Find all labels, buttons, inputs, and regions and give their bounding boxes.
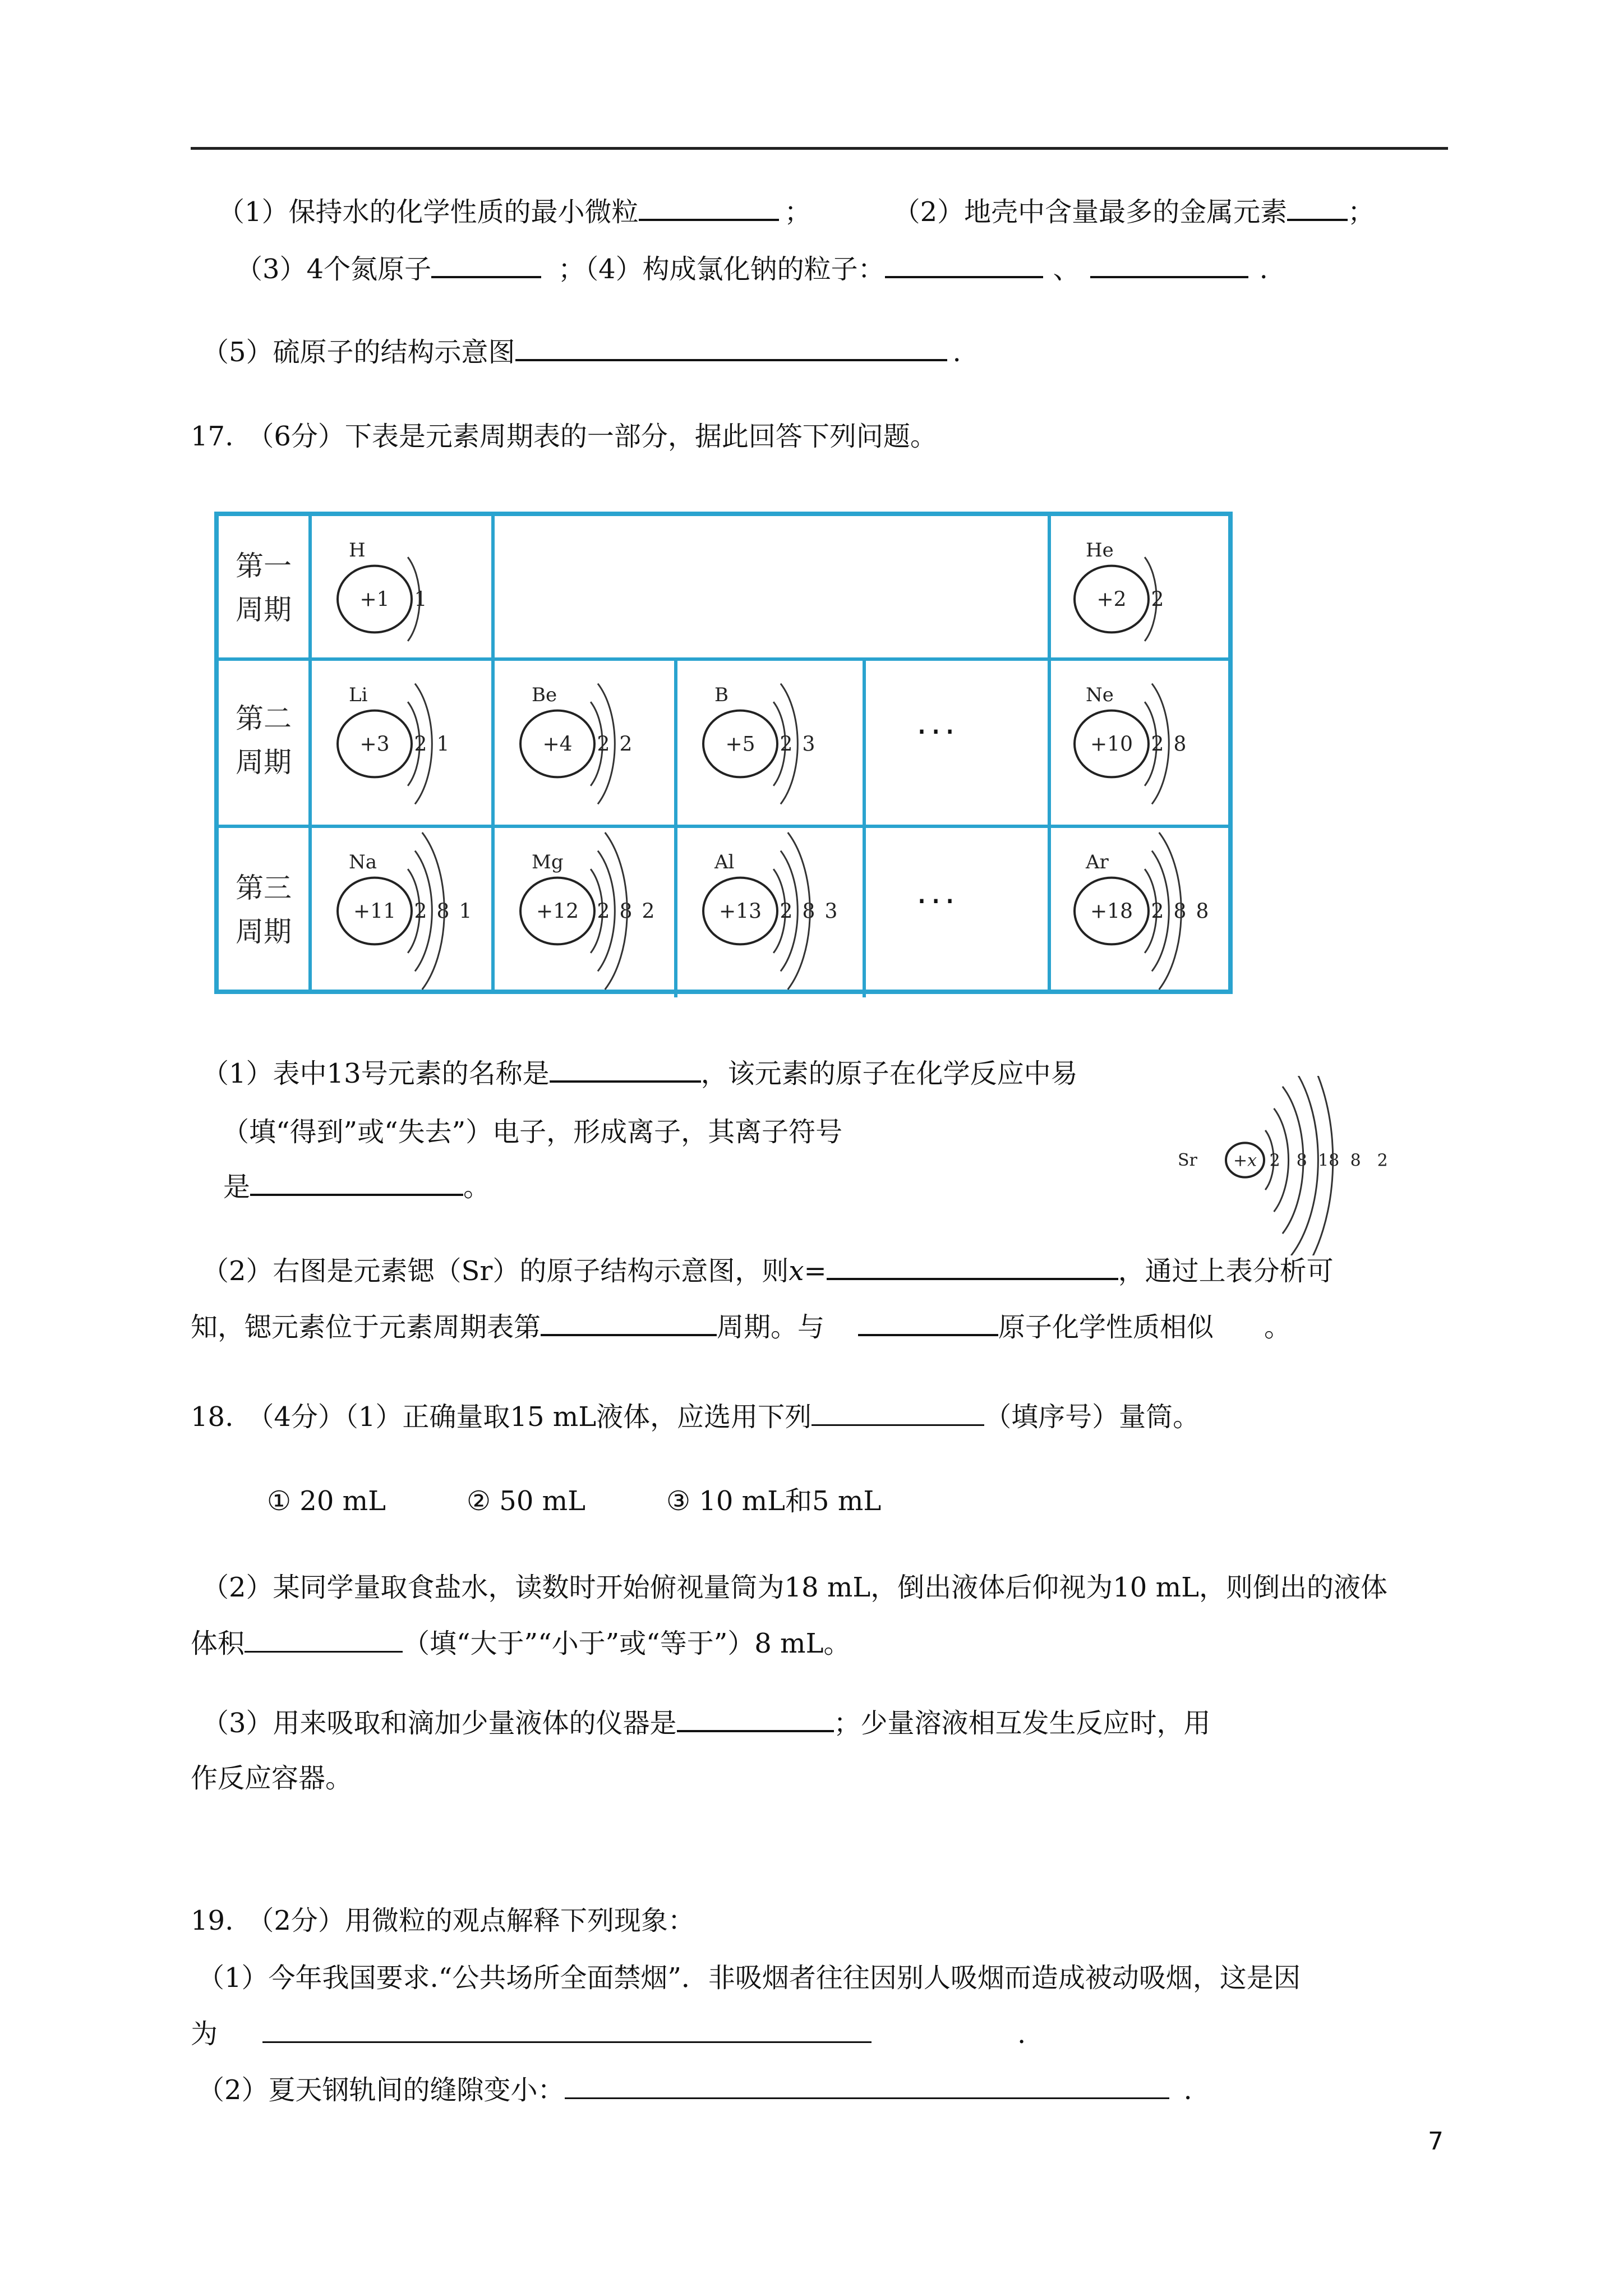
atom-diagram xyxy=(680,661,854,823)
q17-s1-line1 xyxy=(202,1057,1078,1091)
element-cell-al xyxy=(680,828,854,997)
q17-s1-end: 。 xyxy=(463,1171,491,1203)
element-symbol: Ne xyxy=(1086,684,1114,706)
nucleus-charge: +11 xyxy=(353,900,396,923)
q18-blank-instrument[interactable] xyxy=(677,1708,834,1732)
shell-electron-count: 2 xyxy=(780,900,793,923)
atom-diagram xyxy=(1051,516,1225,679)
shell-electron-count: 2 xyxy=(414,733,427,756)
q17-s1-text-b: ，该元素的原子在化学反应中易 xyxy=(700,1058,1078,1089)
q17-s2-end: 。 xyxy=(1264,1312,1292,1343)
element-symbol: Sr xyxy=(1178,1151,1197,1170)
shell-electron-count: 8 xyxy=(436,900,450,923)
q18-heading xyxy=(191,1400,1200,1434)
element-symbol: Mg xyxy=(532,851,564,873)
q16-line1 xyxy=(218,195,1375,229)
shell-electron-count: 2 xyxy=(1151,588,1164,611)
q18-s3-text-a: （3）用来吸取和滴加少量液体的仪器是 xyxy=(202,1708,677,1739)
q18-s2-line2 xyxy=(191,1627,850,1660)
q18-s2-end: （填“大于”“小于”或“等于”）8 mL。 xyxy=(403,1628,851,1659)
q16-part2-end: ； xyxy=(1348,196,1375,228)
sr-atom-diagram xyxy=(1178,1076,1413,1255)
nucleus-charge: +18 xyxy=(1090,900,1133,923)
shell-electron-count: 2 xyxy=(642,900,655,923)
shell-electron-count: 2 xyxy=(1377,1151,1388,1171)
ellipsis-period-3: ··· xyxy=(916,882,959,921)
table-col-divider xyxy=(674,657,677,997)
sr-diagram-svg xyxy=(1178,1076,1413,1255)
shell-electron-count: 2 xyxy=(619,733,633,756)
q17-s2-text-e: 原子化学性质相似 xyxy=(998,1312,1214,1343)
element-cell-ne xyxy=(1051,661,1225,830)
q16-part3-end: ； xyxy=(558,254,585,285)
q19-s1-line1: （1）今年我国要求.“公共场所全面禁烟”．非吸烟者往往因别人吸烟而造成被动吸烟，这是因 xyxy=(197,1962,1301,1994)
q17-s2-text-a: （2）右图是元素锶（Sr）的原子结构示意图，则 xyxy=(202,1255,789,1287)
q16-part5-end: . xyxy=(952,337,961,368)
nucleus-charge: +x xyxy=(1233,1151,1257,1171)
q17-s2-line1 xyxy=(202,1254,1334,1288)
q17-s2-line2 xyxy=(191,1310,1291,1344)
q17-s1-line2: （填“得到”或“失去”）电子，形成离子，其离子符号 xyxy=(222,1116,843,1148)
element-cell-b xyxy=(680,661,854,830)
element-cell-be xyxy=(497,661,671,830)
nucleus-charge: +3 xyxy=(359,733,390,756)
element-cell-na xyxy=(314,828,488,997)
q16-blank5[interactable] xyxy=(515,337,947,361)
q17-s2-text-d: 周期。与 xyxy=(717,1312,825,1343)
atom-diagram xyxy=(314,516,488,679)
q19-blank-2[interactable] xyxy=(565,2075,1169,2099)
shell-electron-count: 8 xyxy=(1173,900,1187,923)
q16-part2-text: （2）地壳中含量最多的金属元素 xyxy=(906,196,1288,228)
q16-part5-text: （5）硫原子的结构示意图 xyxy=(202,337,515,368)
shell-electron-count: 3 xyxy=(802,733,815,756)
atom-diagram xyxy=(314,828,488,991)
element-symbol: Al xyxy=(714,851,735,873)
element-cell-li xyxy=(314,661,488,830)
header-rule xyxy=(191,147,1448,150)
row-label-period-1: 第一 周期 xyxy=(236,550,292,626)
q17-blank-x-value[interactable] xyxy=(827,1255,1118,1280)
q16-blank1[interactable] xyxy=(639,196,779,221)
nucleus-charge: +2 xyxy=(1096,588,1127,611)
shell-electron-count: 8 xyxy=(1173,733,1187,756)
q18-options: ① 20 mL ② 50 mL ③ 10 mL和5 mL xyxy=(267,1485,882,1517)
q16-blank4b[interactable] xyxy=(1090,254,1248,278)
element-symbol: Ar xyxy=(1086,851,1109,873)
shell-electron-count: 1 xyxy=(414,588,427,611)
q19-s2-line xyxy=(197,2073,1192,2107)
shell-electron-count: 8 xyxy=(1350,1151,1361,1171)
element-symbol: He xyxy=(1086,539,1114,562)
shell-electron-count: 2 xyxy=(597,733,610,756)
element-cell-he xyxy=(1051,516,1225,685)
q18-s2-line1: （2）某同学量取食盐水，读数时开始俯视量筒为18 mL，倒出液体后仰视为10 mL，则倒出的液体 xyxy=(202,1572,1387,1603)
nucleus-charge: +4 xyxy=(542,733,573,756)
page-number: 7 xyxy=(1428,2127,1444,2156)
shell-electron-count: 8 xyxy=(1196,900,1209,923)
element-symbol: B xyxy=(714,684,728,706)
q17-s2-text-c: 知，锶元素位于元素周期表第 xyxy=(191,1312,541,1343)
shell-electron-count: 3 xyxy=(824,900,838,923)
shell-electron-count: 2 xyxy=(780,733,793,756)
element-symbol: Li xyxy=(349,684,368,706)
shell-electron-count: 1 xyxy=(436,733,450,756)
atom-diagram xyxy=(1051,828,1225,991)
row-label-period-3: 第三 周期 xyxy=(236,872,292,948)
q19-blank-1[interactable] xyxy=(262,2019,872,2043)
q17-s2-text-b: ，通过上表分析可 xyxy=(1118,1255,1334,1287)
element-cell-mg xyxy=(497,828,671,997)
q17-s2-eq: = xyxy=(804,1255,827,1287)
row-label-period-2: 第二 周期 xyxy=(236,702,292,779)
q16-line2 xyxy=(236,252,1268,286)
q18-head-text: 18. （4分）（1）正确量取15 mL液体，应选用下列 xyxy=(191,1401,812,1433)
q16-part4-end: . xyxy=(1259,254,1268,285)
q18-blank-volume[interactable] xyxy=(245,1628,403,1653)
atom-diagram xyxy=(497,828,671,991)
q17-blank-similar-atom[interactable] xyxy=(858,1312,998,1336)
ellipsis-period-2: ··· xyxy=(916,712,959,752)
atom-diagram xyxy=(314,661,488,823)
q18-s2-text-b: 体积 xyxy=(191,1628,245,1659)
q17-s2-x: x xyxy=(789,1255,804,1287)
q18-head-end: （填序号）量筒。 xyxy=(984,1401,1200,1433)
q16-part1-end: ； xyxy=(784,196,811,228)
shell-electron-count: 18 xyxy=(1318,1151,1340,1171)
atom-diagram xyxy=(497,661,671,823)
q18-blank-cylinder[interactable] xyxy=(811,1402,984,1426)
q18-s3-line2: 作反应容器。 xyxy=(191,1763,353,1794)
q16-line3 xyxy=(202,335,961,369)
q17-blank-element-name[interactable] xyxy=(550,1058,701,1083)
q16-part1-text: （1）保持水的化学性质的最小微粒 xyxy=(218,196,639,228)
q17-blank-period[interactable] xyxy=(541,1312,717,1336)
q17-heading: 17. （6分）下表是元素周期表的一部分，据此回答下列问题。 xyxy=(191,421,937,452)
element-cell-h xyxy=(314,516,488,685)
q17-blank-ion-symbol[interactable] xyxy=(250,1171,463,1196)
nucleus-charge: +1 xyxy=(359,588,390,611)
element-cell-ar xyxy=(1051,828,1225,997)
table-col-divider xyxy=(308,516,312,990)
table-col-divider xyxy=(491,516,495,990)
element-symbol: Be xyxy=(532,684,557,706)
q19-s2-text-a: （2）夏天钢轨间的缝隙变小： xyxy=(197,2074,565,2106)
q17-s1-text-d: 是 xyxy=(223,1171,251,1203)
q17-s1-text-a: （1）表中13号元素的名称是 xyxy=(202,1058,550,1089)
element-symbol: H xyxy=(349,539,366,562)
shell-electron-count: 8 xyxy=(802,900,815,923)
nucleus-charge: +5 xyxy=(725,733,755,756)
shell-electron-count: 2 xyxy=(414,900,427,923)
q19-s1-line2 xyxy=(191,2017,1026,2051)
shell-electron-count: 2 xyxy=(1269,1151,1280,1171)
shell-electron-count: 2 xyxy=(1151,900,1164,923)
shell-electron-count: 1 xyxy=(459,900,472,923)
atom-diagram xyxy=(680,828,854,991)
atom-diagram xyxy=(1051,661,1225,823)
q19-s1-text-b: 为 xyxy=(191,2018,218,2050)
nucleus-charge: +12 xyxy=(536,900,579,923)
table-col-divider xyxy=(863,657,866,997)
q16-part4-text: （4）构成氯化钠的粒子： xyxy=(585,254,885,285)
nucleus-charge: +10 xyxy=(1090,733,1133,756)
q19-heading: 19. （2分）用微粒的观点解释下列现象： xyxy=(191,1905,695,1936)
nucleus-charge: +13 xyxy=(719,900,762,923)
q17-s1-line3 xyxy=(223,1170,490,1204)
q16-blank2[interactable] xyxy=(1287,196,1348,221)
q18-s3-line1 xyxy=(202,1706,1211,1740)
shell-electron-count: 2 xyxy=(597,900,610,923)
periodic-table xyxy=(214,512,1233,994)
q19-s2-end: . xyxy=(1183,2074,1192,2106)
shell-electron-count: 8 xyxy=(619,900,633,923)
q16-blank3[interactable] xyxy=(431,254,541,278)
q16-blank4a[interactable] xyxy=(885,254,1043,278)
shell-electron-count: 2 xyxy=(1151,733,1164,756)
q16-part4-sep: 、 xyxy=(1053,254,1080,285)
q19-s1-end: . xyxy=(1017,2018,1026,2050)
q18-s3-text-b: ；少量溶液相互发生反应时，用 xyxy=(833,1708,1211,1739)
element-symbol: Na xyxy=(349,851,377,873)
q16-part3-text: （3）4个氮原子 xyxy=(236,254,432,285)
shell-electron-count: 8 xyxy=(1296,1151,1307,1171)
